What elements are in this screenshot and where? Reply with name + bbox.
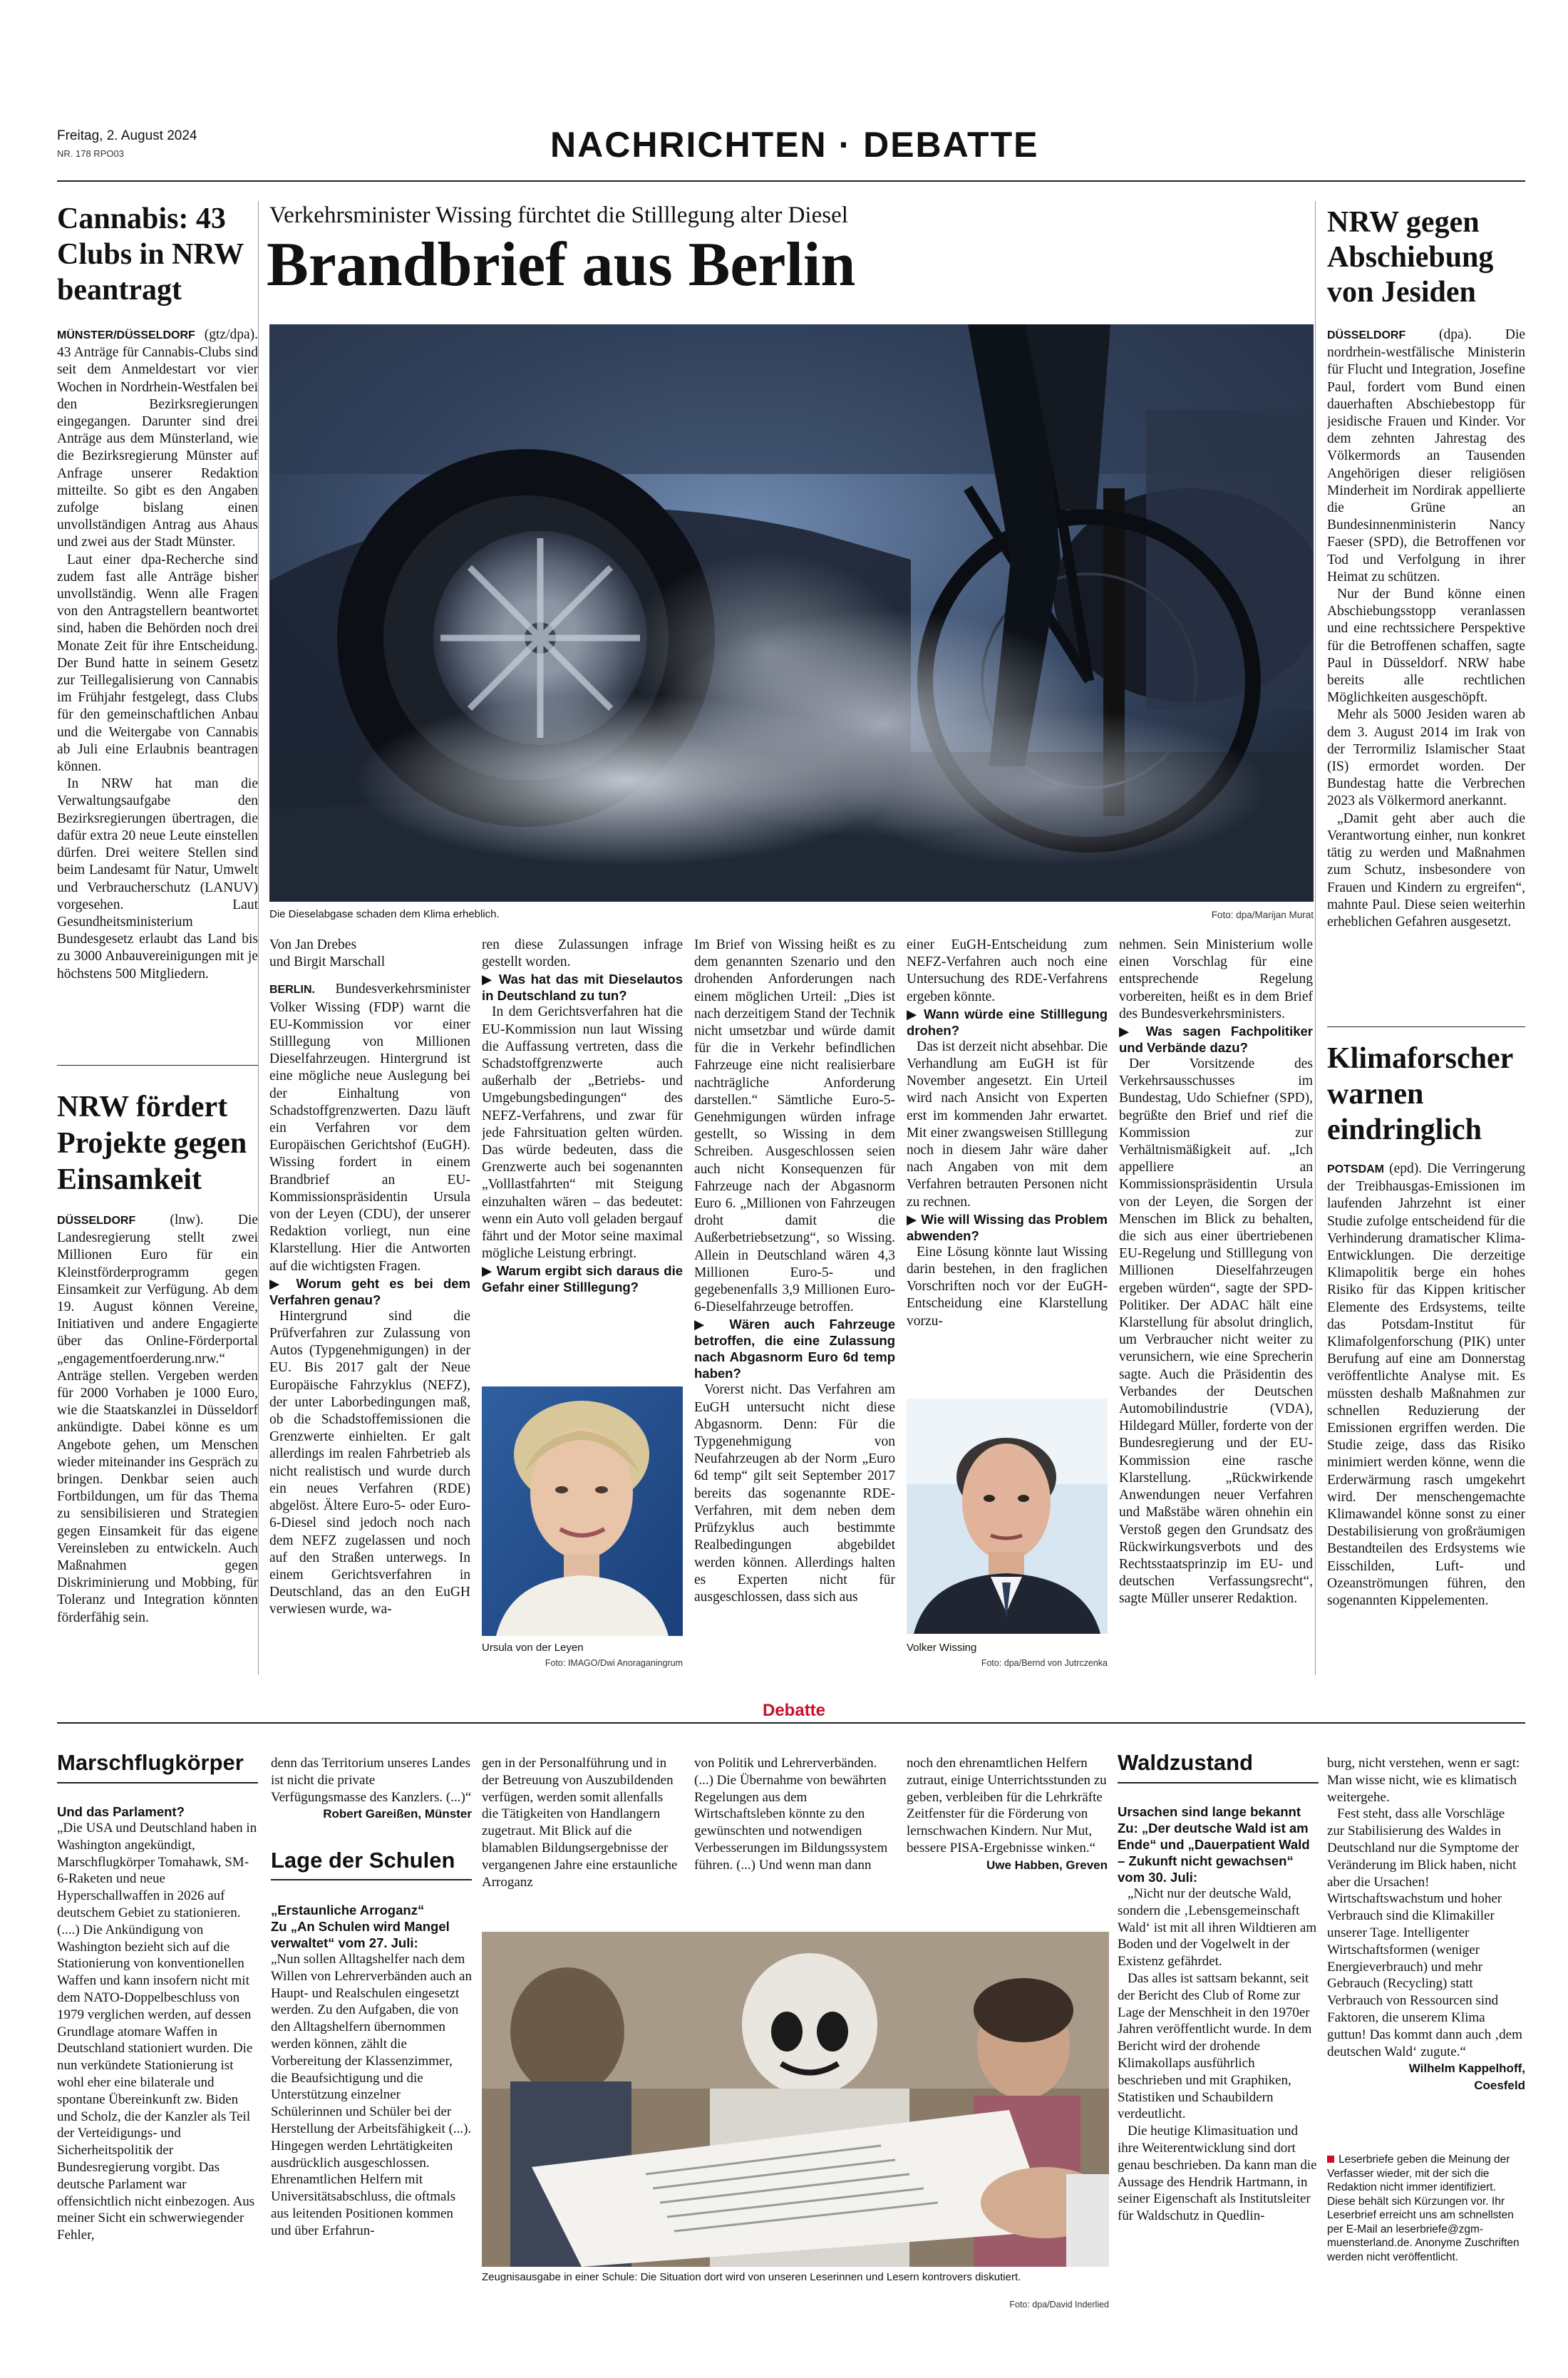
- lead-article-col-5: nehmen. Sein Ministerium wolle einen Vorschlag für eine entsprechende Regelung vorbereiten, heißt es in dem Brief des Bundesverkehrsministers. ▶ Was sagen Fachpolitiker und Verbände dazu? Der Vorsitzende des Verkehrsausschusses im Bundestag, Udo Schiefner (SPD), begrüßte den Brief und rief die Kommission zur Verhältnismäßigkeit auf. „Ich appelliere an Kommissionspräsidentin Ursula von der Leyen, die Sorgen der Menschen im Blick zu behalten, die sich aus einer übertriebenen EU-Regelung und Stilllegung von Millionen Dieselfahrzeugen ergeben würden“, sagte der SPD-Politiker. Der ADAC hält eine Klarstellung für absolut dringlich, um Verbraucher nicht weiter zu verunsichern, wie eine Sprecherin sagte. Auch die Präsidentin des Verbandes der Deutschen Automobilindustrie (VDA), Hildegard Müller, forderte von der Bundesregierung und der EU-Kommission eine rasche Klarstellung. „Rückwirkende Anwendungen neuer Verfahren und Maßstäbe wären ohnehin ein Verstoß gegen den Grundsatz des Rückwirkungsverbots und des Rechtsstaatsprinzip im EU- und deutschen Verfassungsrecht“, sagte Müller unserer Redaktion.: [1119, 937, 1313, 1607]
- section-title: NACHRICHTEN · DEBATTE: [550, 125, 1039, 165]
- masthead-rule: [57, 180, 1525, 182]
- cannabis-article: MÜNSTER/DÜSSELDORF (gtz/dpa). 43 Anträge für Cannabis-Clubs sind seit dem Anmeldestart vor vier Wochen in Nordrhein-Westfalen bei den Bezirksregierungen eingegangen. Darunter sind drei Anträge aus dem Münsterland, wie die Bezirksregierung Münster auf Anfrage unserer Redaktion mitteilte. So gibt es den Angaben zufolge bislang einen unvollständigen Antrag aus Ahaus und zwei aus der Stadt Münster. Laut einer dpa-Recherche sind zudem fast alle Anträge bisher unvollständig. Wenn alle Fragen von den Antragstellern beantwortet sind, haben die Behörden noch drei Monate Zeit für ihre Entscheidung. Der Bund hatte in seinem Gesetz zur Teillegalisierung von Cannabis im Frühjahr festgelegt, dass Clubs für den gemeinschaftlichen Anbau und die Weitergabe von Cannabis ab Juli eine Erlaubnis beantragen können. In NRW hat man die Verwaltungsaufgabe den Bezirksregierungen übertragen, die dafür extra 20 neue Leute einstellen dürfen. Drei weitere Stellen sind beim Landesamt für Natur, Umwelt und Verbraucherschutz (LANUV) vorgesehen. Laut Gesundheitsministerium Bundesgesetz erlaubt das Land bis zu 3000 Anbauvereinigungen mit je höchstens 500 Mitgliedern.: [57, 327, 258, 982]
- debatte-rule: [57, 1722, 1525, 1724]
- vertical-rule-left: [258, 201, 259, 1675]
- lead-article-col-2: ren diese Zulassungen infrage gestellt worden. ▶ Was hat das mit Dieselautos in Deutschland zu tun? In dem Gerichtsverfahren hat die EU-Kommission nun laut Wissing die Auffassung vertreten, dass die Schadstoffgrenzwerte auch außerhalb der „Betriebs- und Umgebungsbedingungen“ des NEFZ-Verfahrens, und zwar für jede Fahrsituation gelten würden. Das würde bedeuten, dass die Grenzwerte auch bei sogenannten „Volllastfahrten“ mit Steigung einzuhalten wären – das bedeutet: wenn ein Auto voll geladen bergauf fährt und der Motor seine maximal mögliche Leistung erbringt. ▶ Warum ergibt sich daraus die Gefahr einer Stilllegung?: [482, 937, 683, 1295]
- schulen-letter-col-5: noch den ehrenamtlichen Helfern zutraut, einige Unterrichtsstunden zu geben, verbleiben für die Lehrkräfte Zeitfenster für die Förderung von lernschwachen Kindern. Nur Mut, bessere PISA-Ergebnisse winken.“ Uwe Habben, Greven: [907, 1756, 1108, 1872]
- school-photo-credit: Foto: dpa/David Inderlied: [1009, 2300, 1109, 2310]
- einsamkeit-article: DÜSSELDORF (lnw). Die Landesregierung stellt zwei Millionen Euro für ein Kleinstförderprogramm gegen Einsamkeit zur Verfügung. Ab dem 19. August können Vereine, Initiativen und andere Engagierte über das Online-Förderportal „engagementfoerderung.nrw.“ Anträge stellen. Vergeben werden für 2000 Vorhaben je 1000 Euro, wie die Staatskanzlei in Düsseldorf ankündigte. Dabei könne es um Angebote gehen, um Menschen wieder miteinander ins Gespräch zu bringen. Denkbar seien auch Fortbildungen, um für das Thema zu sensibilisieren und Strategien gegen Einsamkeit für das eigene Vereinsleben zu entwickeln. Auch Maßnahmen gegen Diskriminierung und Mobbing, für Toleranz und Integration könnten förderfähig sein.: [57, 1213, 258, 1625]
- jesiden-headline: NRW gegen Abschiebung von Jesiden: [1327, 206, 1494, 309]
- marsch-title: Marschflugkörper: [57, 1750, 244, 1775]
- klima-article: POTSDAM (epd). Die Verringerung der Treibhausgas-Emissionen im laufenden Jahrzehnt ist einer Studie zufolge entscheidend für die Verhinderung dramatischer Klima-Entwicklungen. Die derzeitige Klimapolitik berge ein hohes Risiko für das Kippen kritischer Elemente des Erdsystems, teilte das Potsdam-Institut für Klimafolgenforschung (PIK) unter Berufung auf eine am Donnerstag veröffentlichte Analyse mit. Es müssten deshalb Maßnahmen zur schnellen Reduzierung der Emissionen ergriffen werden. Die Studie zeige, dass das Risiko minimiert werden könne, wenn die Erderwärmung rasch umgekehrt wird. Der menschengemachte Klimawandel könne sonst zu einer Destabilisierung von großräumigen Bestandteilen des Erdsystems wie Eisschilden, Luft- und Ozeanströmungen führen, den sogenannten Kippelementen.: [1327, 1161, 1525, 1609]
- diesel-photo-credit: Foto: dpa/Marijan Murat: [1211, 910, 1314, 920]
- diesel-photo: [269, 324, 1314, 902]
- masthead-date: Freitag, 2. August 2024: [57, 128, 197, 143]
- lead-article-col-4: einer EuGH-Entscheidung zum NEFZ-Verfahren auch noch eine Untersuchung des RDE-Verfahrens ergeben könnte. ▶ Wann würde eine Stilllegung drohen? Das ist derzeit nicht absehbar. Die Verhandlung am EuGH ist für November angesetzt. Ein Urteil wird nach Ansicht von Experten erst im kommenden Jahr erwartet. Mit einer zwangsweisen Stilllegung noch in diesem Jahr wäre daher nach Angaben von mit dem Verfahren betrauten Personen nicht zu rechnen. ▶ Wie will Wissing das Problem abwenden? Eine Lösung könnte laut Wissing darin bestehen, in den fraglichen Vorschriften noch vor der EuGH-Entscheidung eine Klarstellung vorzu-: [907, 937, 1108, 1329]
- lead-kicker: Verkehrsminister Wissing fürchtet die Stilllegung alter Diesel: [269, 202, 848, 228]
- wissing-caption: Volker Wissing: [907, 1642, 977, 1654]
- von-der-leyen-portrait: [482, 1386, 683, 1636]
- schulen-rule: [271, 1879, 472, 1880]
- school-photo: [482, 1932, 1109, 2267]
- left-divider-1: [57, 1065, 258, 1066]
- wald-letter-col-2: burg, nicht verstehen, wenn er sagt: Man wisse nicht, wie es klimatisch weitergehe. Fest steht, dass alle Vorschläge zur Stabilisierung des Waldes in Deutschland nur die Symptome der Veränderung im Blick haben, nicht aber die Ursachen! Wirtschaftswachstum und hoher Verbrauch sind die Klimakiller unserer Tage. Intelligenter Wirtschaftsformen (weniger Energieverbrauch) und mehr Gebrauch (Recycling) statt Verbrauch von Ressourcen sind Faktoren, die unserem Klima guttun! Das kommt dann auch ‚dem deutschen Wald‘ zugute.“ Wilhelm Kappelhoff, Coesfeld: [1327, 1756, 1525, 2093]
- diesel-photo-caption: Die Dieselabgase schaden dem Klima erheblich.: [269, 908, 500, 920]
- wissing-portrait: [907, 1399, 1108, 1634]
- wald-title: Waldzustand: [1118, 1750, 1254, 1775]
- marsch-letter-col-2: denn das Territorium unseres Landes ist nicht die private Verfügungsmasse des Kanzlers. (...)“ Robert Gareißen, Münster: [271, 1756, 472, 1821]
- marsch-letter-col-1: Und das Parlament? „Die USA und Deutschland haben in Washington angekündigt, Marschflugkörper Tomahawk, SM-6-Raketen und neue Hyperschallwaffen in 2026 auf deutschem Gebiet zu stationieren. (....) Die Ankündigung von Washington bezieht sich auf die Stationierung von konventionellen Waffen und kann insofern nicht mit dem NATO-Doppelbeschluss von 1979 verglichen werden, auf dessen Grundlage atomare Waffen in Deutschland stationiert wurden. Die nun verkündete Stationierung ist wohl eher eine bilaterale und spontane Übereinkunft zw. Biden und Scholz, die der Kanzler als Teil der Verteidigungs- und Sicherheitspolitik der Bundesregierung vorgibt. Das deutsche Parlament war offensichtlich nicht einbezogen. Aus meiner Sicht ein schwerwiegender Fehler,: [57, 1804, 257, 2243]
- reader-letter-note: Leserbriefe geben die Meinung der Verfasser wieder, mit der sich die Redaktion nicht immer identifiziert. Diese behält sich Kürzungen vor. Ihr Leserbrief erreicht uns am schnellsten per E-Mail an leserbriefe@zgm-muensterland.de. Anonyme Zuschriften werden nicht veröffentlicht.: [1327, 2153, 1520, 2263]
- lead-headline: Brandbrief aus Berlin: [267, 230, 856, 299]
- vertical-rule-right: [1315, 201, 1316, 1675]
- schulen-title: Lage der Schulen: [271, 1848, 455, 1873]
- schulen-letter-col-3: gen in der Personalführung und in der Betreuung von Auszubildenden verfügen, werden somit allenfalls die Tätigkeiten von Handlangern zugetraut. Mit Blick auf die blamablen Bildungsergebnisse der vergangenen Jahre eine erstaunliche Arroganz: [482, 1756, 678, 1890]
- masthead-issue: NR. 178 RPO03: [57, 148, 124, 159]
- note-marker-icon: [1327, 2156, 1334, 2163]
- lead-article-col-1: Von Jan Drebes und Birgit Marschall BERLIN. Bundesverkehrsminister Volker Wissing (FDP) warnt die EU-Kommission vor einer Stilllegung von Millionen Dieselfahrzeugen. Hintergrund ist eine mögliche neue Auslegung bei der Einhaltung von Schadstoffgrenzwerten. Dazu läuft ein Verfahren vor dem Europäischen Gerichtshof (EuGH). Wissing fordert in einem Brandbrief an EU-Kommissionspräsidentin Ursula von der Leyen (CDU), der unserer Redaktion vorliegt, nun eine Klarstellung. Hier die Antworten auf die wichtigsten Fragen. ▶ Worum geht es bei dem Verfahren genau? Hintergrund sind die Prüfverfahren zur Zulassung von Autos (Typgenehmigungen) in der EU. Bis 2017 galt der Neue Europäische Fahrzyklus (NEFZ), der unter Laborbedingungen maß, ob die Schadstoffemissionen die Grenzwerte einhielten. Er galt allerdings im realen Fahrbetrieb als nicht realistisch und wurde durch ein neues Verfahren (RDE) abgelöst. Ältere Euro-5- oder Euro-6-Diesel sind jedoch noch nach dem NEFZ zugelassen und noch auf den Straßen unterwegs. In einem Gerichtsverfahren in Deutschland, das an den EuGH verwiesen wurde, wa-: [269, 937, 470, 1617]
- lead-article-col-3: Im Brief von Wissing heißt es zu dem genannten Szenario und den drohenden Anforderungen nach einem möglichen Urteil: „Dies ist nach derzeitigem Stand der Technik nicht umsetzbar und würde damit für die in Verkehr befindlichen Fahrzeuge eine nicht realisierbare nachträgliche Anforderung darstellen.“ Sämtliche Euro-5-Genehmigungen würden infrage gestellt, so Wissing in dem Schreiben. Ausgeschlossen seien auch nicht Konsequenzen für Fahrzeuge nach der Abgasnorm Euro 6. „Millionen von Fahrzeugen droht damit die Außerbetriebsetzung“, so Wissing. Allein in Deutschland wären 4,3 Millionen Euro-5- und gegebenenfalls 3,9 Millionen Euro-6-Dieselfahrzeuge betroffen. ▶ Wären auch Fahrzeuge betroffen, die eine Zulassung nach Abgasnorm Euro 6d temp haben? Vorerst nicht. Das Verfahren am EuGH untersucht nicht diese Abgasnorm. Denn: Für die Typgenehmigung von Neufahrzeugen ab der Norm „Euro 6d temp“ gilt seit September 2017 bereits das sogenannte RDE-Verfahren, mit dem neben dem Prüfzyklus auch bestimmte Realbedingungen abgebildet werden können. Allerdings halten es Experten nicht für ausgeschlossen, dass sich aus: [694, 937, 895, 1605]
- von-der-leyen-credit: Foto: IMAGO/Dwi Anoraganingrum: [545, 1658, 683, 1668]
- schulen-letter-col-4: von Politik und Lehrerverbänden. (...) Die Übernahme von bewährten Regelungen aus dem Wirtschaftsleben könnte zu den gewünschten und notwendigen Verbesserungen im Bildungssystem führen. (...) Und wenn man dann: [694, 1756, 888, 1873]
- wald-letter-col-1: Ursachen sind lange bekannt Zu: „Der deutsche Wald ist am Ende“ und „Dauerpatient Wald – Zukunft nicht gewachsen“ vom 30. Juli: „Nicht nur der deutsche Wald, sondern die ‚Lebensgemeinschaft Wald‘ ist mit all ihren Wildtieren am Boden und der Vogelwelt in der Existenz gefährdet. Das alles ist sattsam bekannt, seit der Bericht des Club of Rome zur Lage der Menschheit in den 1970er Jahren veröffentlicht wurde. In dem Bericht wird der drohende Klimakollaps ausführlich beschrieben und mit Graphiken, Statistiken und Schaubildern verdeutlicht. Die heutige Klimasituation und ihre Weiterentwicklung sind dort genau beschrieben. Da kann man die Aussage des Hendrik Hartmann, in seiner Eigenschaft als Institutsleiter für Waldschutz in Quedlin-: [1118, 1804, 1317, 2224]
- von-der-leyen-caption: Ursula von der Leyen: [482, 1642, 584, 1654]
- klima-headline: Klimaforscher warnen eindringlich: [1327, 1042, 1513, 1146]
- school-photo-caption: Zeugnisausgabe in einer Schule: Die Situation dort wird von unseren Leserinnen und Lesern kontrovers diskutiert.: [482, 2271, 1021, 2283]
- cannabis-headline: Cannabis: 43 Clubs in NRW beantragt: [57, 202, 244, 307]
- schulen-letter-col-2: „Erstaunliche Arroganz“ Zu „An Schulen wird Mangel verwaltet“ vom 27. Juli: „Nun sollen Alltagshelfer nach dem Willen von Lehrerverbänden auch an Haupt- und Realschulen eingesetzt werden. Zu den Aufgaben, die von den Alltagshelfern übernommen werden können, zählt die Vorbereitung der Klassenzimmer, die Beaufsichtigung und die Unterstützung einzelner Schülerinnen und Schüler bei der Herstellung der Arbeitsfähigkeit (...). Hingegen werden Lehrtätigkeiten ausdrücklich ausgeschlossen. Ehrenamtlichen Helfern mit Universitätsabschluss, die oftmals aus leitenden Positionen kommen und über Erfahrun-: [271, 1903, 472, 2238]
- jesiden-article: DÜSSELDORF (dpa). Die nordrhein-westfälische Ministerin für Flucht und Integration, Josefine Paul, fordert vom Bund einen dauerhaften Abschiebestopp für jesidische Frauen und Kinder. Vor dem zehnten Jahrestag des Völkermords an Tausenden Angehörigen dieser religiösen Minderheit im Nordirak appellierte die Grüne an Bundesinnenministerin Nancy Faeser (SPD), die Betroffenen vor Tod und Verfolgung in ihrer Heimat zu schützen. Nur der Bund könne einen Abschiebungsstopp veranlassen und eine rechtssichere Perspektive für die Betroffenen schaffen, sagte Paul in Düsseldorf. NRW habe bereits alle rechtlichen Möglichkeiten ausgeschöpft. Mehr als 5000 Jesiden waren ab dem 3. August 2014 im Irak von der Terrormiliz Islamischer Staat (IS) ermordet worden. Der Bundestag hatte die Verbrechen 2023 als Völkermord anerkannt. „Damit geht aber auch die Verantwortung einher, nun konkret tätig zu werden und Maßnahmen zum Schutz, insbesondere von Frauen und Kindern zu ergreifen“, mahnte Paul. Diese seien weiterhin erheblichen Gefahren ausgesetzt.: [1327, 327, 1525, 930]
- wald-rule: [1118, 1782, 1319, 1784]
- debatte-label: Debatte: [754, 1701, 834, 1721]
- wissing-credit: Foto: dpa/Bernd von Jutrczenka: [981, 1658, 1108, 1668]
- right-divider-1: [1327, 1026, 1525, 1027]
- einsamkeit-headline: NRW fördert Projekte gegen Einsamkeit: [57, 1091, 247, 1196]
- marsch-rule: [57, 1782, 258, 1784]
